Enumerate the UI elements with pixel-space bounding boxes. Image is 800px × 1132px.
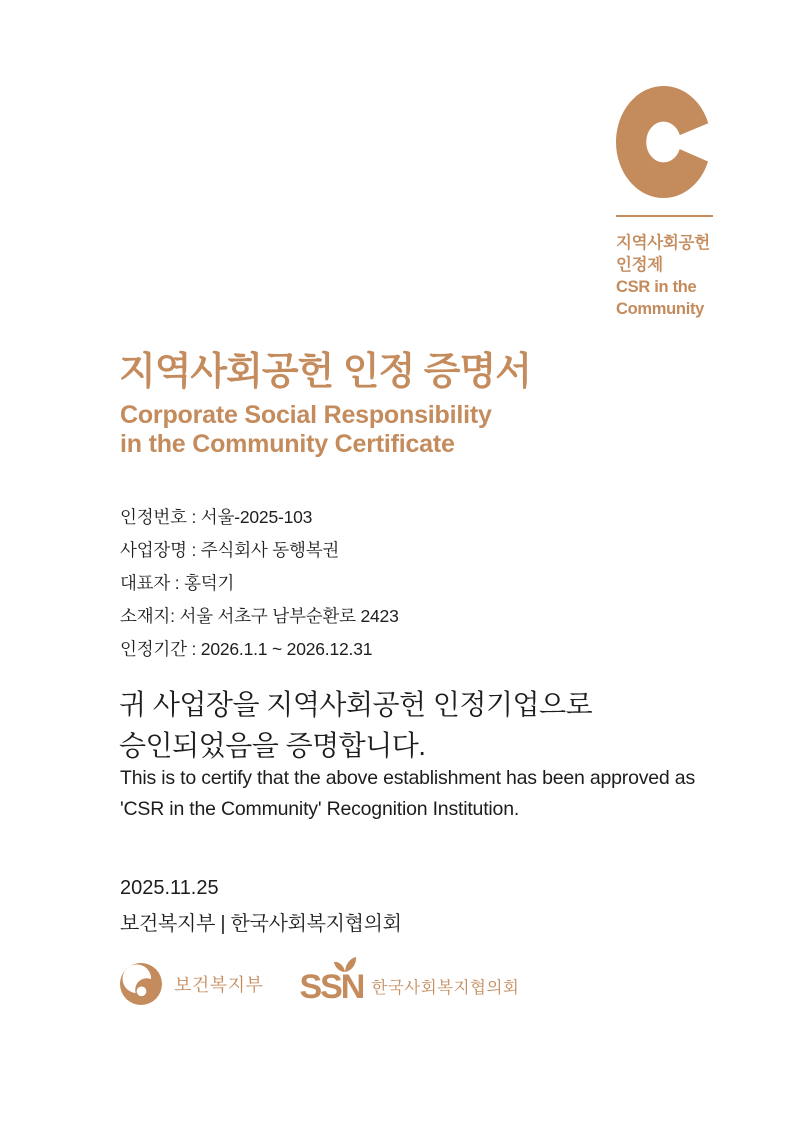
detail-recognition-period: 인정기간 : 2026.1.1 ~ 2026.12.31 (120, 639, 373, 659)
mohw-label: 보건복지부 (174, 975, 264, 995)
ssn-label: 한국사회복지협의회 (371, 979, 520, 997)
emblem-caption-line: CSR in the (616, 278, 697, 296)
certificate-subtitle-line: Corporate Social Responsibility (120, 401, 492, 429)
detail-representative: 대표자 : 홍덕기 (120, 573, 235, 593)
detail-recognition-number: 인정번호 : 서울-2025-103 (120, 507, 313, 527)
emblem-caption-line: 인정제 (616, 256, 663, 274)
mohw-logo (120, 963, 263, 1005)
ssn-acronym: SSN (299, 968, 364, 1006)
csr-c-logo-icon (616, 86, 711, 198)
footer-logos (120, 963, 519, 1005)
detail-business-name: 사업장명 : 주식회사 동행복권 (120, 540, 340, 560)
emblem-caption-line: Community (616, 300, 705, 318)
certificate-details (120, 501, 399, 666)
statement-english-line: This is to certify that the above establishment has been approved as (120, 767, 695, 789)
statement-korean-line: 귀 사업장을 지역사회공헌 인정기업으로 (119, 689, 593, 720)
statement-korean (119, 684, 592, 766)
statement-english-line: 'CSR in the Community' Recognition Institution. (120, 798, 520, 820)
emblem-caption-line: 지역사회공헌 (616, 234, 710, 252)
emblem-divider (616, 215, 713, 217)
certificate-subtitle-line: in the Community Certificate (120, 430, 455, 458)
mohw-emblem-icon (120, 963, 162, 1005)
issuer-names: 보건복지부 | 한국사회복지협의회 (120, 913, 402, 935)
certificate-title: 지역사회공헌 인정 증명서 (119, 351, 531, 393)
detail-address: 소재지: 서울 서초구 남부순환로 2423 (120, 606, 399, 626)
certificate-subtitle (120, 401, 492, 459)
statement-english (120, 763, 695, 825)
issue-date: 2025.11.25 (120, 877, 219, 899)
emblem-caption (616, 232, 716, 320)
ssn-logo (299, 967, 520, 1006)
statement-korean-line: 승인되었음을 증명합니다. (119, 730, 426, 761)
csr-emblem (616, 86, 716, 320)
